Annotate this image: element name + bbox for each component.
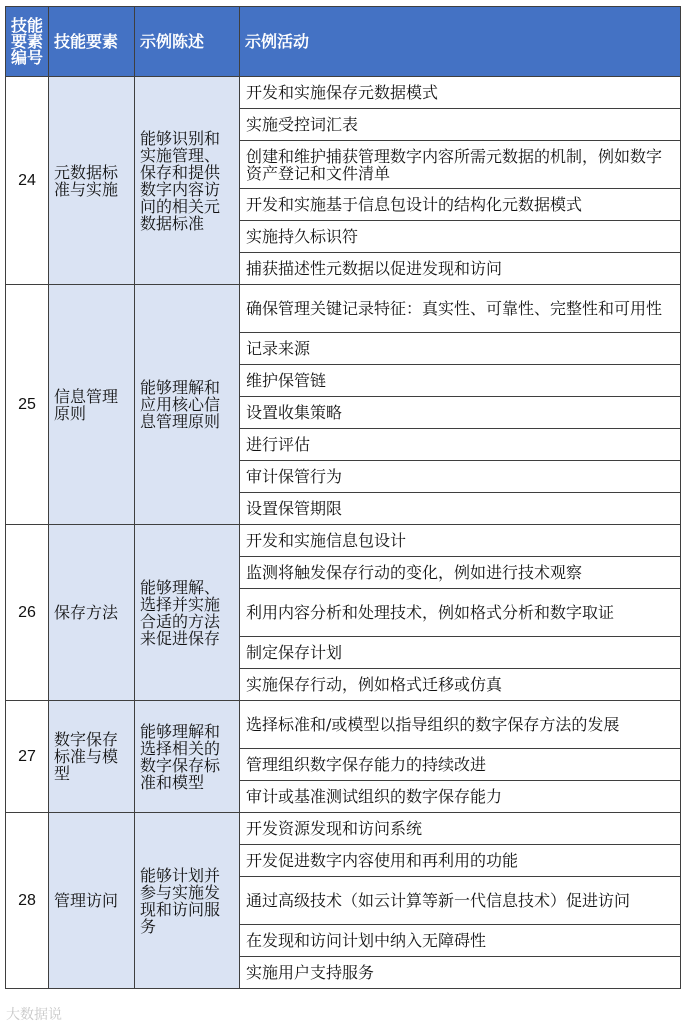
watermark-logo [6,1004,62,1024]
activity-item: 开发资源发现和访问系统 [240,813,681,845]
activity-item: 制定保存计划 [240,637,681,669]
skill-element: 元数据标准与实施 [49,77,135,285]
table-row [6,701,681,749]
activity-item: 监测将触发保存行动的变化，例如进行技术观察 [240,557,681,589]
skill-number: 24 [6,77,49,285]
activity-item: 设置保管期限 [240,493,681,525]
skill-number: 28 [6,813,49,989]
activity-item: 利用内容分析和处理技术，例如格式分析和数字取证 [240,589,681,637]
skill-element: 信息管理原则 [49,285,135,525]
activity-item: 创建和维护捕获管理数字内容所需元数据的机制，例如数字资产登记和文件清单 [240,141,681,189]
skill-statement: 能够计划并参与实施发现和访问服务 [135,813,240,989]
skill-statement: 能够识别和实施管理、保存和提供数字内容访问的相关元数据标准 [135,77,240,285]
activity-item: 开发和实施基于信息包设计的结构化元数据模式 [240,189,681,221]
activity-item: 开发促进数字内容使用和再利用的功能 [240,845,681,877]
skill-statement: 能够理解和应用核心信息管理原则 [135,285,240,525]
skill-element: 管理访问 [49,813,135,989]
activity-item: 管理组织数字保存能力的持续改进 [240,749,681,781]
header-num: 技能要素编号 [6,7,49,77]
table-row [6,525,681,557]
skill-number: 25 [6,285,49,525]
activity-item: 通过高级技术（如云计算等新一代信息技术）促进访问 [240,877,681,925]
activity-item: 记录来源 [240,333,681,365]
activity-item: 选择标准和/或模型以指导组织的数字保存方法的发展 [240,701,681,749]
skill-number: 26 [6,525,49,701]
skill-statement: 能够理解、选择并实施合适的方法来促进保存 [135,525,240,701]
skill-statement: 能够理解和选择相关的数字保存标准和模型 [135,701,240,813]
activity-item: 实施持久标识符 [240,221,681,253]
header-row [6,7,681,77]
activity-item: 进行评估 [240,429,681,461]
activity-item: 实施用户支持服务 [240,957,681,989]
activity-item: 审计保管行为 [240,461,681,493]
header-activities: 示例活动 [240,7,681,77]
activity-item: 设置收集策略 [240,397,681,429]
table-row [6,285,681,333]
table-row [6,813,681,845]
activity-item: 在发现和访问计划中纳入无障碍性 [240,925,681,957]
activity-item: 实施受控词汇表 [240,109,681,141]
skill-number: 27 [6,701,49,813]
activity-item: 开发和实施保存元数据模式 [240,77,681,109]
header-element: 技能要素 [49,7,135,77]
activity-item: 维护保管链 [240,365,681,397]
activity-item: 捕获描述性元数据以促进发现和访问 [240,253,681,285]
skill-element: 数字保存标准与模型 [49,701,135,813]
activity-item: 实施保存行动，例如格式迁移或仿真 [240,669,681,701]
skill-element: 保存方法 [49,525,135,701]
skills-table [5,6,681,989]
table-row [6,77,681,109]
activity-item: 确保管理关键记录特征：真实性、可靠性、完整性和可用性 [240,285,681,333]
activity-item: 开发和实施信息包设计 [240,525,681,557]
activity-item: 审计或基准测试组织的数字保存能力 [240,781,681,813]
header-statement: 示例陈述 [135,7,240,77]
watermark-text: 大数据说 [6,1007,62,1023]
